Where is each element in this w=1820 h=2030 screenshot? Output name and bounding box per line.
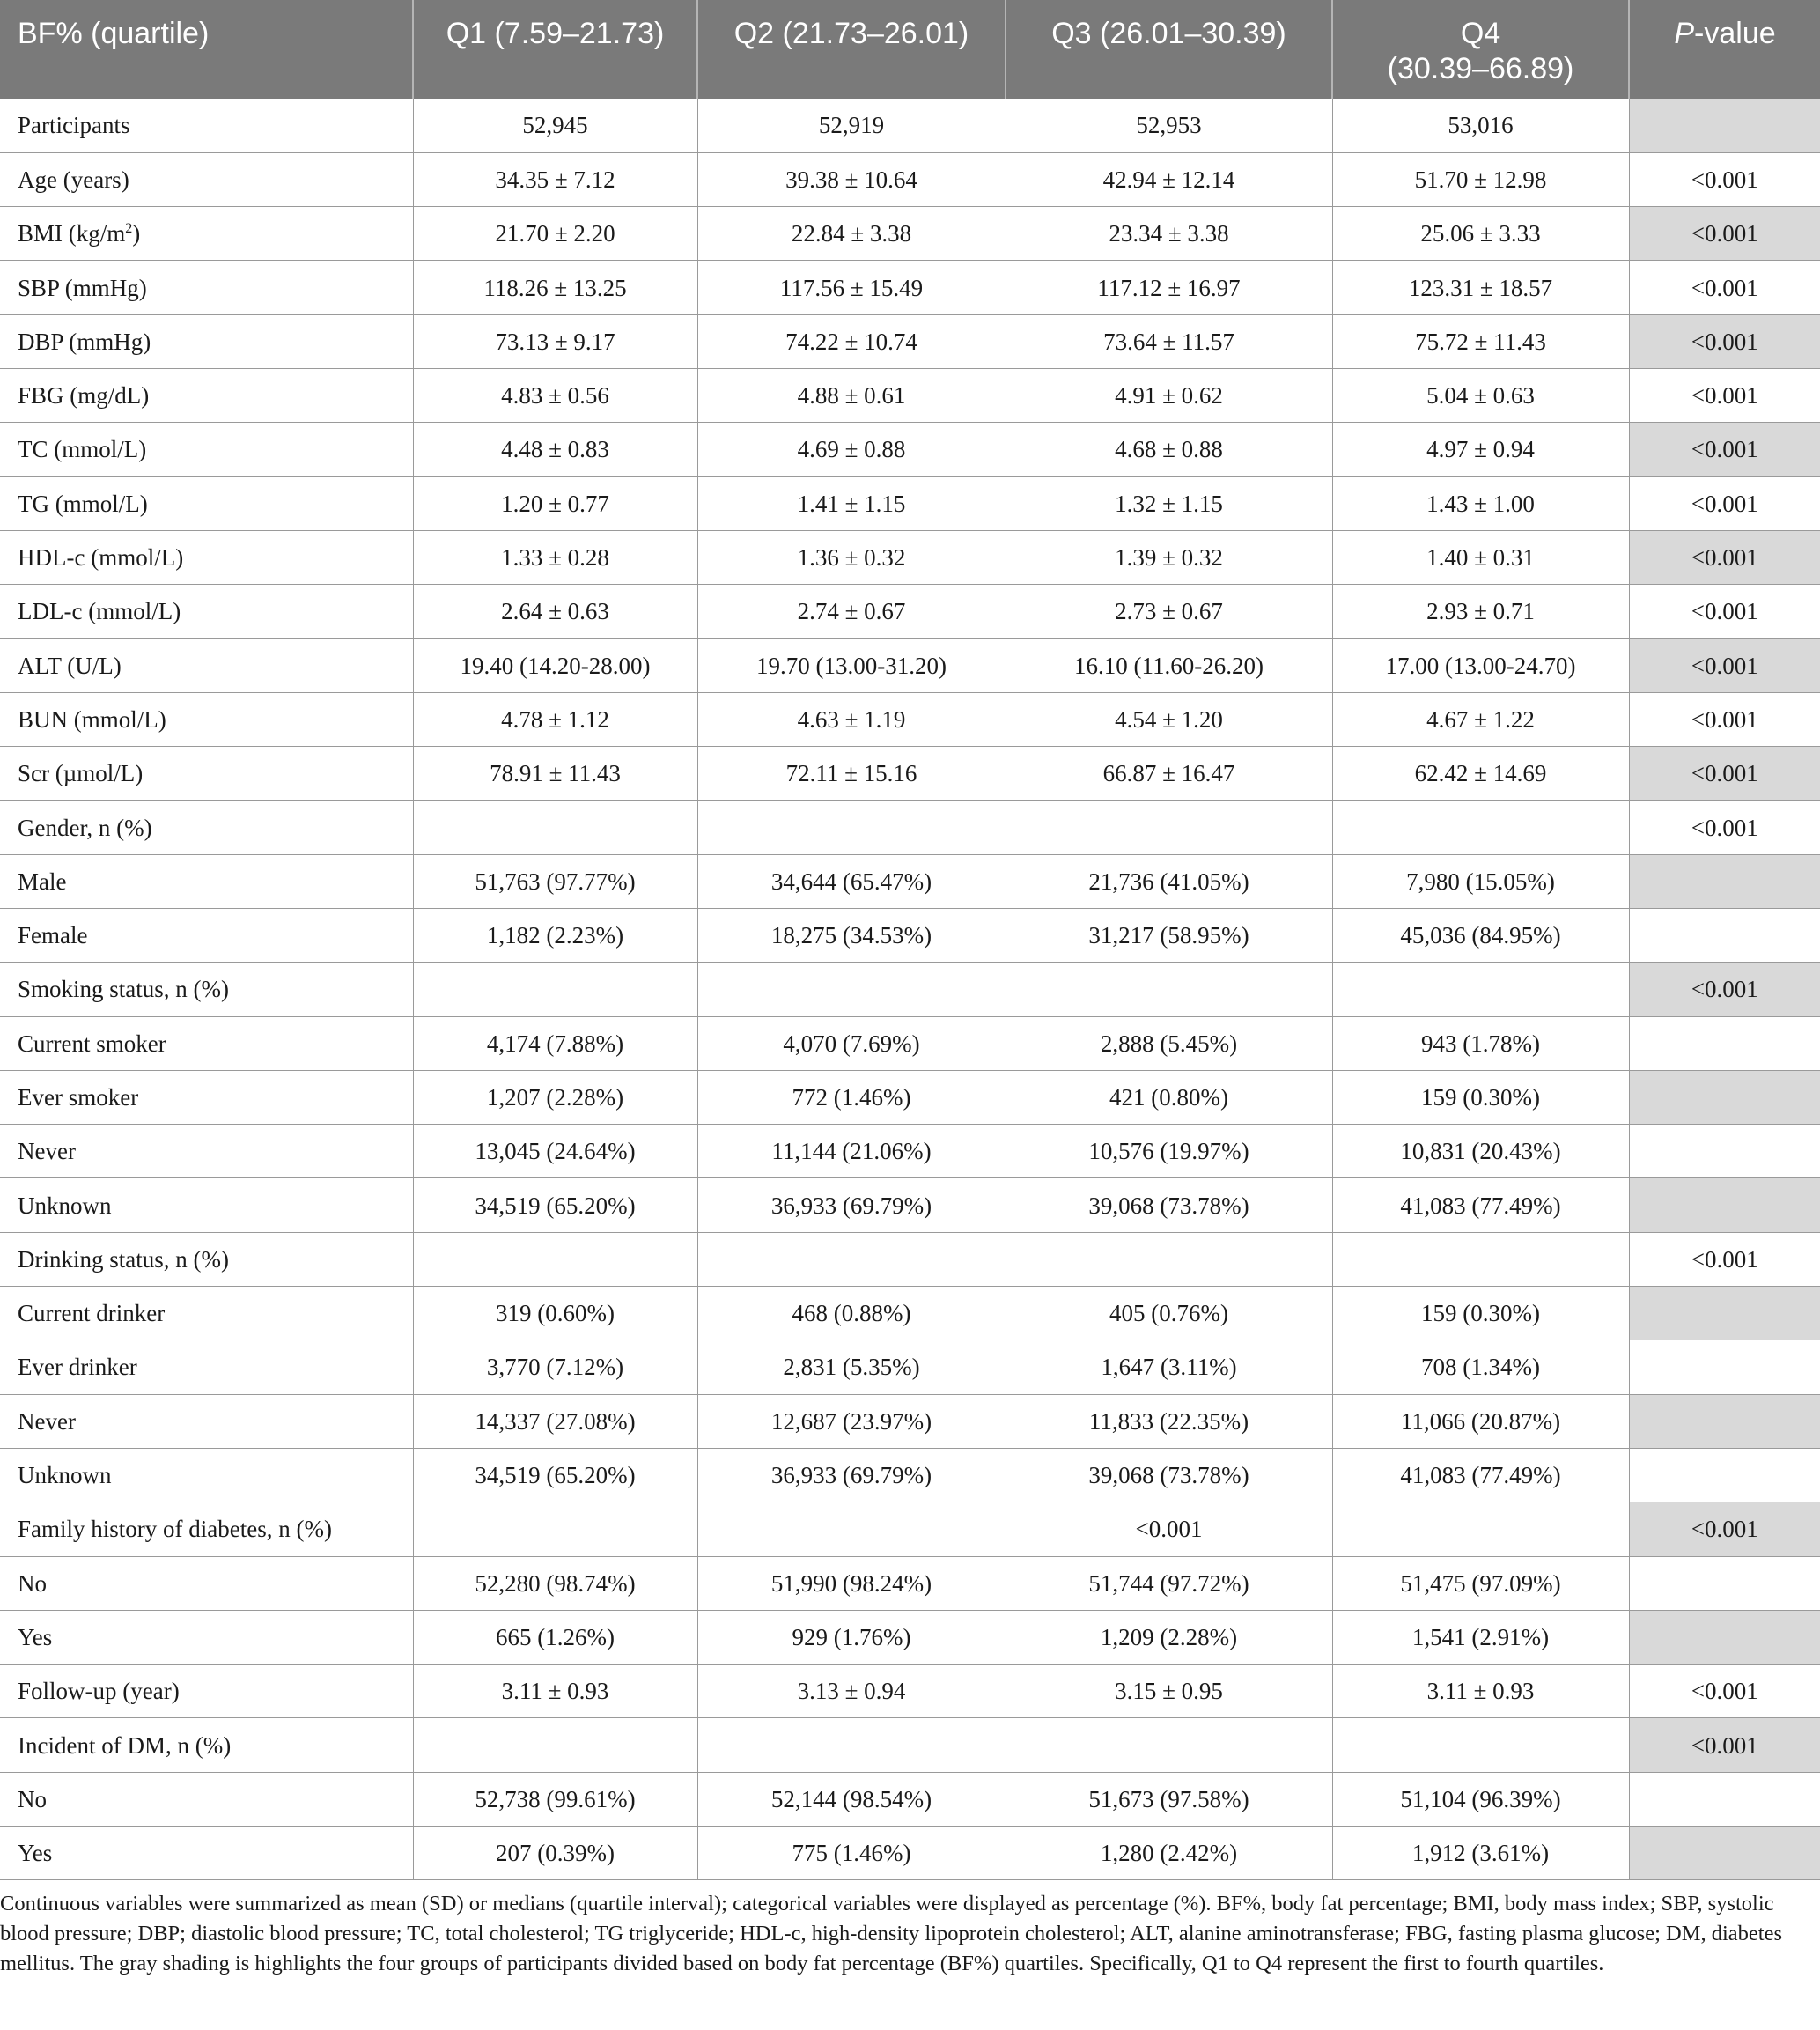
- table-row: [0, 1178, 1820, 1232]
- cell-p-value: <0.001: [1629, 207, 1820, 261]
- row-label: Drinking status, n (%): [0, 1232, 413, 1286]
- cell-q3: 3.15 ± 0.95: [1006, 1665, 1332, 1718]
- table-row: [0, 747, 1820, 801]
- cell-q4: 62.42 ± 14.69: [1332, 747, 1629, 801]
- cell-q2: 36,933 (69.79%): [697, 1178, 1006, 1232]
- table-row: [0, 423, 1820, 476]
- cell-p-value: <0.001: [1629, 368, 1820, 422]
- cell-p-value: <0.001: [1629, 692, 1820, 746]
- row-label: Current smoker: [0, 1016, 413, 1070]
- table-row: [0, 152, 1820, 206]
- table-row: [0, 1287, 1820, 1340]
- row-label: Smoking status, n (%): [0, 963, 413, 1016]
- cell-q4: 53,016: [1332, 99, 1629, 152]
- cell-q1: 78.91 ± 11.43: [413, 747, 697, 801]
- cell-q4: 7,980 (15.05%): [1332, 854, 1629, 908]
- row-label: Never: [0, 1125, 413, 1178]
- table-header-row: [0, 0, 1820, 99]
- row-label: No: [0, 1772, 413, 1826]
- cell-p-value: [1629, 1287, 1820, 1340]
- table-row: [0, 1070, 1820, 1124]
- cell-p-value: <0.001: [1629, 476, 1820, 530]
- cell-q1: [413, 1502, 697, 1556]
- cell-p-value: [1629, 1772, 1820, 1826]
- cell-q2: 51,990 (98.24%): [697, 1556, 1006, 1610]
- cell-q1: 3,770 (7.12%): [413, 1340, 697, 1394]
- cell-q3: 421 (0.80%): [1006, 1070, 1332, 1124]
- cell-q3: 4.68 ± 0.88: [1006, 423, 1332, 476]
- cell-q3: 1.39 ± 0.32: [1006, 530, 1332, 584]
- row-label: Age (years): [0, 152, 413, 206]
- table-body: [0, 99, 1820, 1880]
- cell-q1: 52,280 (98.74%): [413, 1556, 697, 1610]
- cell-q2: 19.70 (13.00-31.20): [697, 639, 1006, 692]
- cell-q4: 1,541 (2.91%): [1332, 1610, 1629, 1664]
- cell-q2: 772 (1.46%): [697, 1070, 1006, 1124]
- row-label: TG (mmol/L): [0, 476, 413, 530]
- cell-p-value: [1629, 854, 1820, 908]
- cell-q1: 34,519 (65.20%): [413, 1178, 697, 1232]
- header-q1: Q1 (7.59–21.73): [413, 0, 697, 99]
- cell-q3: 1.32 ± 1.15: [1006, 476, 1332, 530]
- table-row: [0, 963, 1820, 1016]
- cell-q4: 159 (0.30%): [1332, 1287, 1629, 1340]
- cell-q3: 4.54 ± 1.20: [1006, 692, 1332, 746]
- cell-p-value: [1629, 1016, 1820, 1070]
- cell-q4: 943 (1.78%): [1332, 1016, 1629, 1070]
- cell-q3: 2.73 ± 0.67: [1006, 585, 1332, 639]
- table-row: [0, 261, 1820, 314]
- cell-p-value: <0.001: [1629, 1665, 1820, 1718]
- cell-q4: 10,831 (20.43%): [1332, 1125, 1629, 1178]
- cell-q3: [1006, 963, 1332, 1016]
- cell-q1: [413, 1232, 697, 1286]
- table-row: [0, 692, 1820, 746]
- row-label: Unknown: [0, 1178, 413, 1232]
- cell-q4: 4.97 ± 0.94: [1332, 423, 1629, 476]
- row-label: Yes: [0, 1610, 413, 1664]
- cell-q1: 52,945: [413, 99, 697, 152]
- cell-q4: 75.72 ± 11.43: [1332, 314, 1629, 368]
- cell-q1: 34.35 ± 7.12: [413, 152, 697, 206]
- cell-q4: 17.00 (13.00-24.70): [1332, 639, 1629, 692]
- row-label: Incident of DM, n (%): [0, 1718, 413, 1772]
- cell-q1: 13,045 (24.64%): [413, 1125, 697, 1178]
- cell-p-value: <0.001: [1629, 1502, 1820, 1556]
- cell-p-value: <0.001: [1629, 152, 1820, 206]
- table-row: [0, 476, 1820, 530]
- row-label: LDL-c (mmol/L): [0, 585, 413, 639]
- cell-q4: 159 (0.30%): [1332, 1070, 1629, 1124]
- header-q2: Q2 (21.73–26.01): [697, 0, 1006, 99]
- table-row: [0, 1827, 1820, 1880]
- cell-q4: [1332, 1502, 1629, 1556]
- cell-q3: 405 (0.76%): [1006, 1287, 1332, 1340]
- table-row: [0, 1718, 1820, 1772]
- cell-q1: 4,174 (7.88%): [413, 1016, 697, 1070]
- table-row: [0, 639, 1820, 692]
- table-row: [0, 585, 1820, 639]
- row-label: Scr (µmol/L): [0, 747, 413, 801]
- cell-q2: 52,144 (98.54%): [697, 1772, 1006, 1826]
- cell-q2: 1.36 ± 0.32: [697, 530, 1006, 584]
- cell-q4: 2.93 ± 0.71: [1332, 585, 1629, 639]
- cell-q3: 21,736 (41.05%): [1006, 854, 1332, 908]
- cell-p-value: <0.001: [1629, 639, 1820, 692]
- cell-p-value: [1629, 1178, 1820, 1232]
- cell-q1: 3.11 ± 0.93: [413, 1665, 697, 1718]
- cell-q3: 42.94 ± 12.14: [1006, 152, 1332, 206]
- cell-q1: 319 (0.60%): [413, 1287, 697, 1340]
- cell-q4: 3.11 ± 0.93: [1332, 1665, 1629, 1718]
- row-label: Gender, n (%): [0, 801, 413, 854]
- cell-q3: 10,576 (19.97%): [1006, 1125, 1332, 1178]
- row-label: Never: [0, 1394, 413, 1448]
- cell-p-value: <0.001: [1629, 261, 1820, 314]
- cell-q4: 708 (1.34%): [1332, 1340, 1629, 1394]
- cell-p-value: [1629, 99, 1820, 152]
- cell-q2: 929 (1.76%): [697, 1610, 1006, 1664]
- row-label: Ever drinker: [0, 1340, 413, 1394]
- cell-q4: 41,083 (77.49%): [1332, 1448, 1629, 1502]
- cell-q1: 4.78 ± 1.12: [413, 692, 697, 746]
- table-row: [0, 1232, 1820, 1286]
- row-label: Family history of diabetes, n (%): [0, 1502, 413, 1556]
- cell-q2: [697, 1502, 1006, 1556]
- cell-q3: 1,647 (3.11%): [1006, 1340, 1332, 1394]
- cell-p-value: [1629, 1556, 1820, 1610]
- cell-q3: 39,068 (73.78%): [1006, 1178, 1332, 1232]
- cell-p-value: [1629, 1394, 1820, 1448]
- cell-q2: 18,275 (34.53%): [697, 908, 1006, 962]
- cell-q1: 665 (1.26%): [413, 1610, 697, 1664]
- header-p-italic: P: [1674, 17, 1695, 50]
- cell-q3: 1,280 (2.42%): [1006, 1827, 1332, 1880]
- row-label: Follow-up (year): [0, 1665, 413, 1718]
- cell-q2: 36,933 (69.79%): [697, 1448, 1006, 1502]
- cell-p-value: [1629, 1340, 1820, 1394]
- cell-q2: 3.13 ± 0.94: [697, 1665, 1006, 1718]
- row-label: Male: [0, 854, 413, 908]
- cell-q3: 51,673 (97.58%): [1006, 1772, 1332, 1826]
- cell-q1: 1,207 (2.28%): [413, 1070, 697, 1124]
- cell-p-value: [1629, 1827, 1820, 1880]
- row-label: DBP (mmHg): [0, 314, 413, 368]
- table-row: [0, 1394, 1820, 1448]
- cell-q1: 4.83 ± 0.56: [413, 368, 697, 422]
- table-row: [0, 207, 1820, 261]
- row-label: No: [0, 1556, 413, 1610]
- cell-q1: 73.13 ± 9.17: [413, 314, 697, 368]
- cell-q2: 775 (1.46%): [697, 1827, 1006, 1880]
- cell-q2: 52,919: [697, 99, 1006, 152]
- cell-q1: [413, 801, 697, 854]
- cell-q3: 1,209 (2.28%): [1006, 1610, 1332, 1664]
- cell-q2: 4.88 ± 0.61: [697, 368, 1006, 422]
- cell-q1: 51,763 (97.77%): [413, 854, 697, 908]
- row-label: Yes: [0, 1827, 413, 1880]
- cell-q2: [697, 963, 1006, 1016]
- cell-q1: 1.20 ± 0.77: [413, 476, 697, 530]
- header-q3: Q3 (26.01–30.39): [1006, 0, 1332, 99]
- cell-q3: 4.91 ± 0.62: [1006, 368, 1332, 422]
- table-row: [0, 530, 1820, 584]
- cell-q4: 51,104 (96.39%): [1332, 1772, 1629, 1826]
- cell-q3: 11,833 (22.35%): [1006, 1394, 1332, 1448]
- cell-q2: 11,144 (21.06%): [697, 1125, 1006, 1178]
- cell-q1: 1.33 ± 0.28: [413, 530, 697, 584]
- cell-q2: 22.84 ± 3.38: [697, 207, 1006, 261]
- cell-q2: 2,831 (5.35%): [697, 1340, 1006, 1394]
- cell-q3: 52,953: [1006, 99, 1332, 152]
- cell-q1: [413, 1718, 697, 1772]
- cell-p-value: <0.001: [1629, 314, 1820, 368]
- cell-q4: 1,912 (3.61%): [1332, 1827, 1629, 1880]
- cell-q4: 51,475 (97.09%): [1332, 1556, 1629, 1610]
- cell-q1: 118.26 ± 13.25: [413, 261, 697, 314]
- header-q4: [1332, 0, 1629, 99]
- cell-q2: 72.11 ± 15.16: [697, 747, 1006, 801]
- cell-q3: 51,744 (97.72%): [1006, 1556, 1332, 1610]
- cell-p-value: [1629, 1610, 1820, 1664]
- table-row: [0, 1125, 1820, 1178]
- table-footnote: Continuous variables were summarized as mean (SD) or medians (quartile interval); categorical variables were displayed as percentage (%). BF%, body fat percentage; BMI, body mass index; SBP, systolic blood pressure; DBP; diastolic blood pressure; TC, total cholesterol; TG triglyceride; HDL-c, high-density lipoprotein cholesterol; ALT, alanine aminotransferase; FBG, fasting plasma glucose; DM, diabetes mellitus. The gray shading is highlights the four groups of participants divided based on body fat percentage (BF%) quartiles. Specifically, Q1 to Q4 represent the first to fourth quartiles.: [0, 1892, 1783, 1976]
- cell-q2: 4.63 ± 1.19: [697, 692, 1006, 746]
- row-label: Participants: [0, 99, 413, 152]
- cell-q4: [1332, 1718, 1629, 1772]
- cell-q1: 4.48 ± 0.83: [413, 423, 697, 476]
- cell-q2: 4.69 ± 0.88: [697, 423, 1006, 476]
- cell-q1: 14,337 (27.08%): [413, 1394, 697, 1448]
- table-row: [0, 1502, 1820, 1556]
- table-row: [0, 1556, 1820, 1610]
- header-bf-quartile: BF% (quartile): [0, 0, 413, 99]
- cell-q2: 468 (0.88%): [697, 1287, 1006, 1340]
- cell-q3: <0.001: [1006, 1502, 1332, 1556]
- cell-q3: 73.64 ± 11.57: [1006, 314, 1332, 368]
- row-label: Female: [0, 908, 413, 962]
- cell-q4: 1.43 ± 1.00: [1332, 476, 1629, 530]
- cell-q4: [1332, 801, 1629, 854]
- cell-p-value: <0.001: [1629, 747, 1820, 801]
- cell-q1: 2.64 ± 0.63: [413, 585, 697, 639]
- row-label: ALT (U/L): [0, 639, 413, 692]
- table-row: [0, 1340, 1820, 1394]
- cell-p-value: <0.001: [1629, 585, 1820, 639]
- cell-q3: 39,068 (73.78%): [1006, 1448, 1332, 1502]
- cell-q1: 1,182 (2.23%): [413, 908, 697, 962]
- cell-q3: 31,217 (58.95%): [1006, 908, 1332, 962]
- cell-q2: 39.38 ± 10.64: [697, 152, 1006, 206]
- cell-q2: 117.56 ± 15.49: [697, 261, 1006, 314]
- cell-q4: 11,066 (20.87%): [1332, 1394, 1629, 1448]
- cell-q3: [1006, 1718, 1332, 1772]
- cell-q1: 34,519 (65.20%): [413, 1448, 697, 1502]
- cell-q1: 21.70 ± 2.20: [413, 207, 697, 261]
- cell-q1: [413, 963, 697, 1016]
- cell-q2: [697, 1718, 1006, 1772]
- cell-q4: [1332, 1232, 1629, 1286]
- cell-q2: [697, 801, 1006, 854]
- cell-p-value: [1629, 1448, 1820, 1502]
- cell-q4: [1332, 963, 1629, 1016]
- cell-q4: 45,036 (84.95%): [1332, 908, 1629, 962]
- table-row: [0, 368, 1820, 422]
- table-row: [0, 99, 1820, 152]
- table-row: [0, 1016, 1820, 1070]
- row-label: Unknown: [0, 1448, 413, 1502]
- table-row: [0, 908, 1820, 962]
- cell-q3: 117.12 ± 16.97: [1006, 261, 1332, 314]
- cell-p-value: <0.001: [1629, 801, 1820, 854]
- cell-q2: 34,644 (65.47%): [697, 854, 1006, 908]
- cell-q4: 5.04 ± 0.63: [1332, 368, 1629, 422]
- table-row: [0, 854, 1820, 908]
- table-row: [0, 801, 1820, 854]
- table-row: [0, 1665, 1820, 1718]
- cell-p-value: [1629, 1125, 1820, 1178]
- cell-q3: [1006, 1232, 1332, 1286]
- row-label: TC (mmol/L): [0, 423, 413, 476]
- cell-q4: 51.70 ± 12.98: [1332, 152, 1629, 206]
- cell-p-value: <0.001: [1629, 423, 1820, 476]
- cell-q2: 12,687 (23.97%): [697, 1394, 1006, 1448]
- table-row: [0, 314, 1820, 368]
- cell-q3: [1006, 801, 1332, 854]
- row-label: SBP (mmHg): [0, 261, 413, 314]
- cell-q2: 2.74 ± 0.67: [697, 585, 1006, 639]
- row-label: HDL-c (mmol/L): [0, 530, 413, 584]
- table-row: [0, 1448, 1820, 1502]
- cell-q2: [697, 1232, 1006, 1286]
- cell-q4: 25.06 ± 3.33: [1332, 207, 1629, 261]
- header-q4-line1: Q4: [1460, 17, 1501, 50]
- cell-p-value: [1629, 1070, 1820, 1124]
- table-row: [0, 1610, 1820, 1664]
- cell-q1: 207 (0.39%): [413, 1827, 697, 1880]
- cell-q1: 52,738 (99.61%): [413, 1772, 697, 1826]
- row-label: BUN (mmol/L): [0, 692, 413, 746]
- cell-q2: 1.41 ± 1.15: [697, 476, 1006, 530]
- cell-q3: 16.10 (11.60-26.20): [1006, 639, 1332, 692]
- cell-q4: 4.67 ± 1.22: [1332, 692, 1629, 746]
- header-p-rest: -value: [1694, 17, 1776, 50]
- cell-p-value: <0.001: [1629, 1232, 1820, 1286]
- row-label: BMI $(kg/m^2)$: [0, 207, 413, 261]
- cell-q3: 23.34 ± 3.38: [1006, 207, 1332, 261]
- cell-q2: 74.22 ± 10.74: [697, 314, 1006, 368]
- cell-q4: 41,083 (77.49%): [1332, 1178, 1629, 1232]
- cell-q4: 123.31 ± 18.57: [1332, 261, 1629, 314]
- cell-q4: 1.40 ± 0.31: [1332, 530, 1629, 584]
- cell-q1: 19.40 (14.20-28.00): [413, 639, 697, 692]
- cell-p-value: <0.001: [1629, 530, 1820, 584]
- header-q4-line2: (30.39–66.89): [1387, 52, 1574, 85]
- table-row: [0, 1772, 1820, 1826]
- cell-q2: 4,070 (7.69%): [697, 1016, 1006, 1070]
- cell-p-value: <0.001: [1629, 1718, 1820, 1772]
- row-label: Ever smoker: [0, 1070, 413, 1124]
- cell-q3: 66.87 ± 16.47: [1006, 747, 1332, 801]
- cell-p-value: <0.001: [1629, 963, 1820, 1016]
- cell-q3: 2,888 (5.45%): [1006, 1016, 1332, 1070]
- header-p-value: [1629, 0, 1820, 99]
- row-label: FBG (mg/dL): [0, 368, 413, 422]
- row-label: Current drinker: [0, 1287, 413, 1340]
- cell-p-value: [1629, 908, 1820, 962]
